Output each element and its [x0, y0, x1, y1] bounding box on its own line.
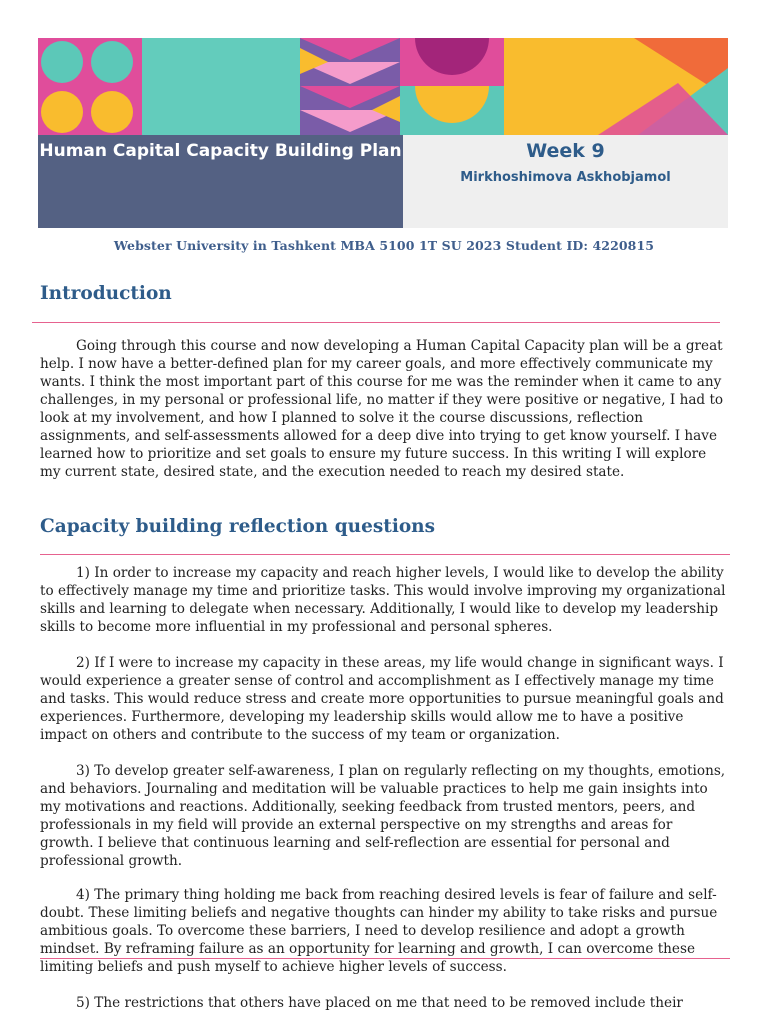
author-name: Mirkhoshimova Askhobjamol	[460, 170, 671, 185]
paragraph	[40, 762, 728, 870]
paragraph	[40, 337, 728, 481]
course-info-line: Webster University in Tashkent MBA 5100 1T SU 2023 Student ID: 4220815	[113, 238, 655, 253]
document-title: Human Capital Capacity Building Plan	[39, 141, 402, 161]
page-break-rule	[40, 958, 730, 959]
section-heading-reflection: Capacity building reflection questions	[40, 516, 436, 537]
geometric-pattern-image	[38, 38, 728, 135]
week-info-box	[403, 135, 728, 228]
paragraph-text: 5) The restrictions that others have placed on me that need to be removed include their	[76, 995, 683, 1011]
paragraph-text: 2) If I were to increase my capacity in these areas, my life would change in significant ways. I would experience a greater sense of control and accomplishment as I effectively manage my time and tasks. This would reduce stress and create more opportunities to pursue meaningful goals and experiences. Furthermore, developing my leadership skills would allow me to have a positive impact on others and contribute to the success of my team or organization.	[40, 655, 724, 743]
section-rule	[32, 322, 720, 323]
paragraph	[40, 994, 728, 1012]
section-rule	[40, 554, 730, 555]
paragraph-text: 1) In order to increase my capacity and reach higher levels, I would like to develop the ability to effectively manage my time and prioritize tasks. This would involve improving my organizational skills and learning to delegate when necessary. Additionally, I would like to develop my leadership skills to become more influential in my professional and personal spheres.	[40, 565, 726, 635]
week-label: Week 9	[526, 140, 605, 162]
paragraph-text: Going through this course and now developing a Human Capital Capacity plan will be a great help. I now have a better-defined plan for my career goals, and more effectively communicate my wants. I think the most important part of this course for me was the reminder when it came to any challenges, in my personal or professional life, no matter if they were positive or negative, I had to look at my involvement, and how I planned to solve it the course discussions, reflection assignments, and self-assessments allowed for a deep dive into trying to get know yourself. I have learned how to prioritize and set goals to ensure my future success. In this writing I will explore my current state, desired state, and the execution needed to reach my desired state.	[40, 338, 724, 480]
section-heading-introduction: Introduction	[40, 283, 172, 304]
paragraph-text: 3) To develop greater self-awareness, I plan on regularly reflecting on my thoughts, emotions, and behaviors. Journaling and meditation will be valuable practices to help me gain insights into my motivations and reactions. Additionally, seeking feedback from trusted mentors, peers, and professionals in my field will provide an external perspective on my strengths and areas for growth. I believe that continuous learning and self-reflection are essential for personal and professional growth.	[40, 763, 726, 869]
paragraph	[40, 564, 728, 636]
paragraph	[40, 886, 728, 976]
paragraph	[40, 654, 728, 744]
paragraph-text: 4) The primary thing holding me back from reaching desired levels is fear of failure and self-doubt. These limiting beliefs and negative thoughts can hinder my ability to take risks and pursue ambitious goals. To overcome these barriers, I need to develop resilience and adopt a growth mindset. By reframing failure as an opportunity for learning and growth, I can overcome these limiting beliefs and push myself to achieve higher levels of success.	[40, 887, 718, 975]
document-title-box	[38, 135, 403, 228]
decorative-banner	[38, 38, 728, 135]
